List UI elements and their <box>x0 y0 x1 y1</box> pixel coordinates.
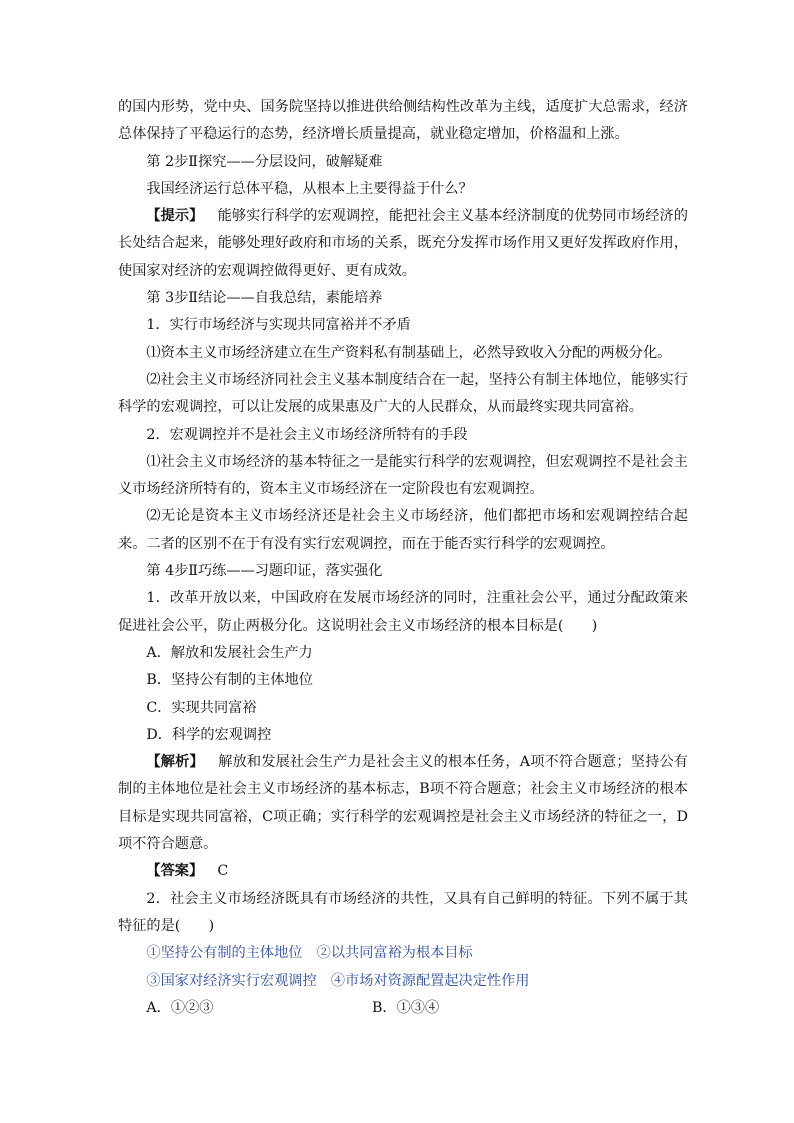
exercise-2-choices <box>118 995 688 1022</box>
conclusion-2-point-2: ⑵无论是资本主义市场经济还是社会主义市场经济，他们都把市场和宏观调控结合起来。二者的区别不在于有没有实行宏观调控，而在于能否实行科学的宏观调控。 <box>118 508 688 552</box>
exercise-1-option-d: D．科学的宏观调控 <box>146 726 272 743</box>
answer-text: C <box>217 863 229 880</box>
answer-paragraph <box>118 858 688 885</box>
conclusion-2-title: 2．宏观调控并不是社会主义市场经济所特有的手段 <box>146 426 468 443</box>
step-3-heading: 第 3步Ⅱ结论——自我总结，素能培养 <box>146 290 383 307</box>
step-2-heading: 第 2步Ⅱ探究——分层设问，破解疑难 <box>146 153 383 170</box>
conclusion-1-point-1: ⑴资本主义市场经济建立在生产资料私有制基础上，必然导致收入分配的两极分化。 <box>146 344 672 361</box>
exercise-2-choice-a: A．①②③ <box>146 999 214 1016</box>
document-page <box>118 94 688 1022</box>
analysis-label: 【解析】 <box>146 754 204 771</box>
exercise-1-option-b: B．坚持公有制的主体地位 <box>146 672 313 689</box>
exercise-2-statements-1: ①坚持公有制的主体地位 ②以共同富裕为根本目标 <box>146 945 473 962</box>
exercise-2-choice-b: B．①③④ <box>372 999 440 1016</box>
answer-label: 【答案】 <box>146 863 204 880</box>
hint-text: 能够实行科学的宏观调控，能把社会主义基本经济制度的优势同市场经济的长处结合起来，能够处理好政府和市场的关系，既充分发挥市场作用又更好发挥政府作用，使国家对经济的宏观调控做得更好、更有成效。 <box>118 208 688 279</box>
intro-paragraph: 的国内形势，党中央、国务院坚持以推进供给侧结构性改革为主线，适度扩大总需求，经济总体保持了平稳运行的态势，经济增长质量提高，就业稳定增加，价格温和上涨。 <box>118 99 688 143</box>
analysis-text: 解放和发展社会生产力是社会主义的根本任务，A项不符合题意；坚持公有制的主体地位是社会主义市场经济的基本标志，B项不符合题意；社会主义市场经济的根本目标是实现共同富裕，C项正确；实行科学的宏观调控是社会主义市场经济的特征之一，D项不符合题意。 <box>118 754 688 853</box>
conclusion-2-point-1: ⑴社会主义市场经济的基本特征之一是能实行科学的宏观调控，但宏观调控不是社会主义市场经济所特有的，资本主义市场经济在一定阶段也有宏观调控。 <box>118 453 688 498</box>
conclusion-1-point-2: ⑵社会主义市场经济同社会主义基本制度结合在一起，坚持公有制主体地位，能够实行科学的宏观调控，可以让发展的成果惠及广大的人民群众，从而最终实现共同富裕。 <box>118 371 688 416</box>
question-text: 我国经济运行总体平稳，从根本上主要得益于什么？ <box>146 180 473 197</box>
step-4-heading: 第 4步Ⅱ巧练——习题印证，落实强化 <box>146 563 383 580</box>
exercise-2-question: 2．社会主义市场经济既具有市场经济的共性，又具有自己鲜明的特征。下列不属于其特征的是( ) <box>118 890 688 934</box>
conclusion-1-title: 1．实行市场经济与实现共同富裕并不矛盾 <box>146 317 411 334</box>
exercise-1-option-a: A．解放和发展社会生产力 <box>146 644 313 661</box>
exercise-2-statements-2: ③国家对经济实行宏观调控 ④市场对资源配置起决定性作用 <box>146 972 530 989</box>
exercise-1-question: 1．改革开放以来，中国政府在发展市场经济的同时，注重社会公平，通过分配政策来促进社会公平，防止两极分化。这说明社会主义市场经济的根本目标是( ) <box>118 590 688 634</box>
exercise-1-option-c: C．实现共同富裕 <box>146 699 257 716</box>
hint-paragraph <box>118 203 688 285</box>
hint-label: 【提示】 <box>146 208 204 225</box>
analysis-paragraph <box>118 749 688 858</box>
